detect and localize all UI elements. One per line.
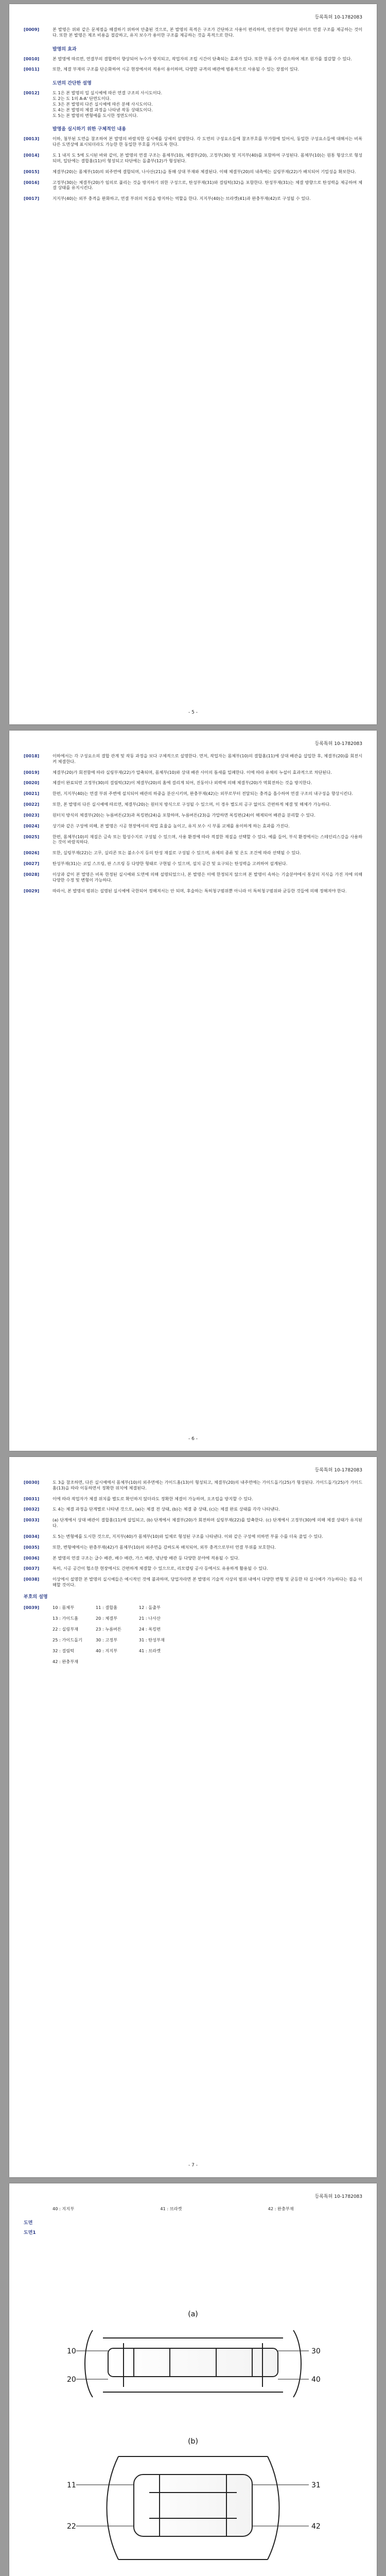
paragraph-number: [0038] bbox=[24, 1577, 40, 1582]
paragraph-text: 한편, 몸체부(10)의 재질은 금속 또는 합성수지로 구성될 수 있으며, 사용 환경에 따라 적절한 재질을 선택할 수 있다. 예를 들어, 부식 환경에서는 스테인리스강을 사용하는 것이 바람직하다. bbox=[52, 834, 362, 845]
paragraph bbox=[24, 861, 362, 867]
paragraph bbox=[24, 812, 362, 818]
paragraph-number: [0010] bbox=[24, 56, 40, 61]
section-heading: 발명을 실시하기 위한 구체적인 내용 bbox=[52, 127, 126, 132]
paragraph bbox=[24, 56, 362, 62]
paragraph-text: 도 1은 본 발명의 일 실시예에 따른 연결 구조의 사시도이다. 도 2는 도 1의 A-A' 단면도이다. 도 3은 본 발명의 다른 실시예에 따른 분해 사시도이다. 도 4는 본 발명의 체결 과정을 나타낸 작동 상태도이다. 도 5는 본 발명의 변형예를 도시한 정면도이다. bbox=[52, 90, 163, 118]
page-header: 등록특허 10-1782083 bbox=[314, 15, 362, 20]
reference-sign-item: 24 : 록킹편 bbox=[138, 1626, 161, 1632]
reference-sign-item: 12 : 돌출부 bbox=[138, 1604, 161, 1610]
svg-text:40: 40 bbox=[311, 2376, 321, 2384]
reference-sign-item bbox=[139, 1659, 169, 1665]
figure-1-top-assembly bbox=[85, 2330, 301, 2397]
paragraph-text: 이하에서는 각 구성요소의 결합 관계 및 작동 과정을 보다 구체적으로 설명한다. 먼저, 작업자는 몸체부(10)의 결합홈(11)에 상대 배관을 삽입한 후, 체결부(20)를 회전시켜 체결한다. bbox=[52, 753, 362, 764]
paragraph-text: 탄성부재(31)는 코일 스프링, 판 스프링 등 다양한 형태로 구현될 수 있으며, 설치 공간 및 요구되는 탄성력을 고려하여 설계된다. bbox=[52, 861, 288, 867]
page-content bbox=[24, 753, 362, 899]
page-content bbox=[24, 1480, 362, 1670]
svg-text:(a): (a) bbox=[188, 2310, 198, 2318]
page-number: - 7 - bbox=[188, 2163, 198, 2168]
paragraph-text: 체결이 완료되면 고정부(30)의 걸림턱(32)이 체결부(20)의 홈에 걸리게 되어, 진동이나 외력에 의해 체결부(20)가 역회전하는 것을 방지한다. bbox=[52, 780, 312, 786]
page-5 bbox=[9, 4, 377, 724]
paragraph-number: [0016] bbox=[24, 179, 40, 185]
paragraph bbox=[24, 66, 362, 72]
reference-sign-item bbox=[96, 1659, 126, 1665]
reference-sign-item: 40 : 지지부 bbox=[95, 1648, 118, 1653]
paragraph bbox=[24, 1517, 362, 1529]
paragraph-text: 본 발명의 연결 구조는 급수 배관, 배수 배관, 가스 배관, 냉난방 배관 등 다양한 분야에 적용될 수 있다. bbox=[52, 1555, 240, 1561]
paragraph-number: [0009] bbox=[24, 27, 40, 32]
page-8 bbox=[9, 2183, 377, 2576]
paragraph-text: 또한, 변형예에서는 완충부재(42)가 몸체부(10)의 외주면을 감싸도록 배치되어, 외부 충격으로부터 연결 부위를 보호한다. bbox=[52, 1544, 276, 1550]
reference-sign-item: 22 : 실링부재 bbox=[52, 1626, 79, 1632]
figure-1-drawing bbox=[46, 2271, 340, 2576]
reference-sign-item: 20 : 체결부 bbox=[95, 1615, 118, 1621]
paragraph bbox=[24, 834, 362, 845]
paragraph-text: 상기와 같은 구성에 의해, 본 발명은 시공 현장에서의 작업 효율을 높이고, 유지 보수 시 부품 교체를 용이하게 하는 효과를 가진다. bbox=[52, 823, 290, 828]
paragraph-number: [0024] bbox=[24, 823, 40, 828]
figure-label: 도면1 bbox=[24, 2230, 36, 2235]
reference-signs-heading: 부호의 설명 bbox=[24, 1594, 48, 1600]
paragraph bbox=[24, 169, 362, 175]
reference-signs-continued bbox=[52, 2206, 362, 2212]
paragraph-text: 이하, 첨부된 도면을 참조하여 본 발명의 바람직한 실시예를 상세히 설명한다. 각 도면의 구성요소들에 참조부호를 부가함에 있어서, 동일한 구성요소들에 대해서는 비록 다른 도면상에 표시되더라도 가능한 한 동일한 부호를 가지도록 한다. bbox=[52, 136, 362, 147]
paragraph-text: 이상에서 설명한 본 발명의 실시예들은 예시적인 것에 불과하며, 당업자라면 본 발명의 기술적 사상의 범위 내에서 다양한 변형 및 균등한 타 실시예가 가능하다는 점을 이해할 것이다. bbox=[52, 1577, 362, 1588]
page-header: 등록특허 10-1782083 bbox=[314, 741, 362, 747]
paragraph-text: 지지부(40)는 외부 충격을 완화하고, 연결 부위의 처짐을 방지하는 역할을 한다. 지지부(40)는 브라켓(41)과 완충부재(42)로 구성될 수 있다. bbox=[52, 196, 311, 201]
reference-sign-item: 32 : 걸림턱 bbox=[52, 1648, 75, 1653]
paragraph-number: [0019] bbox=[24, 769, 40, 775]
paragraph-text: 원터치 방식의 체결부(20)는 누름버튼(23)과 록킹편(24)을 포함하며, 누름버튼(23)을 가압하면 록킹편(24)이 해제되어 배관을 분리할 수 있다. bbox=[52, 812, 315, 818]
paragraph bbox=[24, 791, 362, 796]
paragraph bbox=[24, 1545, 362, 1550]
paragraph-number: [0031] bbox=[24, 1496, 40, 1501]
paragraph bbox=[24, 1496, 362, 1502]
svg-text:11: 11 bbox=[67, 2481, 76, 2489]
section-heading: 발명의 효과 bbox=[52, 46, 77, 52]
reference-sign-item: 21 : 나사산 bbox=[138, 1615, 161, 1621]
paragraph-text: 따라서, 본 발명의 범위는 설명된 실시예에 국한되어 정해져서는 안 되며, 후술하는 특허청구범위뿐 아니라 이 특허청구범위와 균등한 것들에 의해 정해져야 한다. bbox=[52, 888, 347, 893]
paragraph bbox=[24, 823, 362, 829]
paragraph-text: 도 4는 체결 과정을 단계별로 나타낸 것으로, (a)는 체결 전 상태, (b)는 체결 중 상태, (c)는 체결 완료 상태를 각각 나타낸다. bbox=[52, 1506, 280, 1512]
paragraph-number: [0022] bbox=[24, 802, 40, 807]
paragraph bbox=[24, 180, 362, 191]
reference-sign-item: 41 : 브라켓 bbox=[160, 2206, 182, 2211]
paragraph-text: 체결부(20)가 회전함에 따라 실링부재(22)가 압축되며, 몸체부(10)와 상대 배관 사이의 틈새를 밀폐한다. 이에 따라 유체의 누설이 효과적으로 차단된다. bbox=[52, 769, 332, 775]
paragraph-text: 고정부(30)는 체결부(20)가 임의로 풀리는 것을 방지하기 위한 구성으로, 탄성부재(31)와 걸림턱(32)을 포함한다. 탄성부재(31)는 체결 방향으로 탄성력을 제공하여 체결 상태를 유지시킨다. bbox=[52, 179, 362, 191]
page-content bbox=[24, 27, 362, 207]
figure-1-leaders bbox=[75, 2351, 311, 2576]
reference-sign-item: 23 : 누름버튼 bbox=[95, 1626, 121, 1632]
paragraph-number: [0039] bbox=[24, 1604, 40, 1610]
paragraph-number: [0036] bbox=[24, 1555, 40, 1561]
figure-1-middle-part bbox=[107, 2456, 279, 2560]
paragraph-number: [0028] bbox=[24, 871, 40, 877]
reference-sign-item: 42 : 완충부재 bbox=[52, 1658, 79, 1664]
paragraph-number: [0020] bbox=[24, 780, 40, 786]
reference-sign-item: 41 : 브라켓 bbox=[138, 1648, 161, 1653]
paragraph-text: 본 발명에 따르면, 연결부의 결합력이 향상되어 누수가 방지되고, 작업자의 조립 시간이 단축되는 효과가 있다. 또한 부품 수가 감소하여 제조 원가를 절감할 수 있다. bbox=[52, 56, 352, 61]
svg-text:30: 30 bbox=[311, 2347, 321, 2355]
paragraph-text: 체결부(20)는 몸체부(10)의 외주면에 결합되며, 나사산(21)을 통해 상대 부재와 체결된다. 이때 체결부(20)의 내측에는 실링부재(22)가 배치되어 기밀성을 확보한다. bbox=[52, 168, 356, 174]
page-number: - 6 - bbox=[188, 1436, 198, 1442]
paragraph-text: 도 1 내지 도 5에 도시된 바와 같이, 본 발명의 연결 구조는 몸체부(10), 체결부(20), 고정부(30) 및 지지부(40)를 포함하여 구성된다. 몸체부(10)는 원통 형상으로 형성되며, 일단에는 결합홈(11)이 형성되고 타단에는 돌출부(12)가 형성된다. bbox=[52, 152, 362, 163]
paragraph bbox=[24, 1506, 362, 1512]
paragraph bbox=[24, 1577, 362, 1588]
page-header: 등록특허 10-1782083 bbox=[314, 1468, 362, 1473]
reference-sign-item: 11 : 결합홈 bbox=[95, 1604, 118, 1610]
paragraph-text: 이상과 같이 본 발명은 비록 한정된 실시예와 도면에 의해 설명되었으나, 본 발명은 이에 한정되지 않으며 본 발명이 속하는 기술분야에서 통상의 지식을 가진 자에 의해 다양한 수정 및 변형이 가능하다. bbox=[52, 871, 362, 883]
paragraph-number: [0017] bbox=[24, 196, 40, 201]
paragraph-number: [0015] bbox=[24, 168, 40, 174]
paragraph bbox=[24, 1566, 362, 1571]
paragraph-text: 이에 따라 작업자가 체결 위치를 별도로 확인하지 않더라도 정확한 체결이 가능하며, 오조립을 방지할 수 있다. bbox=[52, 1496, 253, 1501]
section-heading: 도면의 간단한 설명 bbox=[52, 81, 92, 87]
paragraph-text: (a) 단계에서 상대 배관이 결합홈(11)에 삽입되고, (b) 단계에서 체결부(20)가 회전하며 실링부재(22)를 압축한다. (c) 단계에서 고정부(30)에 의해 체결 상태가 유지된다. bbox=[52, 1517, 362, 1529]
page-content bbox=[24, 2206, 362, 2235]
paragraph bbox=[24, 802, 362, 807]
paragraph-number: [0034] bbox=[24, 1533, 40, 1539]
page-number: - 5 - bbox=[188, 710, 198, 715]
svg-text:42: 42 bbox=[311, 2522, 321, 2531]
paragraph-number: [0023] bbox=[24, 812, 40, 818]
drawings-heading: 도면 bbox=[24, 2221, 33, 2226]
paragraph-number: [0029] bbox=[24, 888, 40, 893]
paragraph-number: [0032] bbox=[24, 1506, 40, 1512]
reference-sign-item: 25 : 가이드돌기 bbox=[52, 1637, 82, 1642]
page-7 bbox=[9, 1457, 377, 2177]
svg-text:10: 10 bbox=[67, 2347, 76, 2355]
reference-sign-item: 31 : 탄성부재 bbox=[138, 1637, 165, 1642]
paragraph bbox=[24, 152, 362, 164]
page-6 bbox=[9, 731, 377, 1451]
paragraph-text: 또한, 체결 부재의 구조를 단순화하여 시공 현장에서의 적용이 용이하며, 다양한 규격의 배관에 범용적으로 사용될 수 있는 장점이 있다. bbox=[52, 66, 300, 72]
paragraph bbox=[24, 872, 362, 883]
reference-sign-item: 10 : 몸체부 bbox=[52, 1604, 75, 1610]
paragraph-number: [0030] bbox=[24, 1480, 40, 1485]
paragraph bbox=[24, 136, 362, 147]
svg-text:(b): (b) bbox=[188, 2437, 198, 2446]
paragraph bbox=[24, 780, 362, 786]
paragraph-number: [0027] bbox=[24, 861, 40, 867]
reference-sign-item: 42 : 완충부재 bbox=[268, 2206, 294, 2211]
paragraph-number: [0026] bbox=[24, 850, 40, 856]
paragraph-text: 또한, 본 발명의 다른 실시예에 따르면, 체결부(20)는 원터치 방식으로 구성될 수 있으며, 이 경우 별도의 공구 없이도 간편하게 체결 및 해체가 가능하다. bbox=[52, 802, 331, 807]
reference-signs-grid bbox=[52, 1605, 169, 1665]
paragraph-number: [0025] bbox=[24, 834, 40, 839]
reference-sign-item: 40 : 지지부 bbox=[52, 2206, 75, 2211]
paragraph-number: [0037] bbox=[24, 1566, 40, 1571]
paragraph bbox=[24, 888, 362, 894]
paragraph bbox=[24, 1480, 362, 1491]
paragraph-number: [0014] bbox=[24, 152, 40, 158]
page-header: 등록특허 10-1782083 bbox=[314, 2194, 362, 2199]
paragraph bbox=[24, 27, 362, 38]
paragraph-text: 특히, 시공 공간이 협소한 현장에서도 간편하게 체결할 수 있으므로, 리모델링 공사 등에서도 유용하게 활용될 수 있다. bbox=[52, 1566, 268, 1571]
reference-signs-row bbox=[24, 1605, 362, 1665]
paragraph-text: 본 발명은 위와 같은 문제점을 해결하기 위하여 안출된 것으로, 본 발명의 목적은 구조가 간단하고 사용이 편리하며, 안전성이 향상된 파이프 연결 구조를 제공하는 것이다. 또한 본 발명은 제조 비용을 절감하고, 유지 보수가 용이한 구조를 제공하는 것을 목적으로 한다. bbox=[52, 27, 362, 38]
paragraph-text: 또한, 실링부재(22)는 고무, 실리콘 또는 불소수지 등의 탄성 재질로 구성될 수 있으며, 유체의 종류 및 온도 조건에 따라 선택될 수 있다. bbox=[52, 850, 301, 856]
paragraph bbox=[24, 850, 362, 856]
paragraph bbox=[24, 196, 362, 201]
paragraph-number: [0013] bbox=[24, 136, 40, 142]
paragraph-text: 도 3을 참조하면, 다른 실시예에서 몸체부(10)의 외주면에는 가이드홈(13)이 형성되고, 체결부(20)의 내주면에는 가이드돌기(25)가 형성된다. 가이드돌기(25)가 가이드홈(13)을 따라 이동하면서 정확한 위치에 체결된다. bbox=[52, 1480, 362, 1490]
svg-text:22: 22 bbox=[67, 2522, 76, 2531]
paragraph-number: [0021] bbox=[24, 791, 40, 796]
paragraph-number: [0033] bbox=[24, 1517, 40, 1523]
paragraph-number: [0012] bbox=[24, 90, 40, 96]
svg-text:31: 31 bbox=[311, 2481, 321, 2489]
reference-signs bbox=[24, 1605, 362, 1665]
paragraph bbox=[24, 90, 362, 118]
paragraph bbox=[24, 770, 362, 775]
paragraph-number: [0011] bbox=[24, 66, 40, 72]
paragraph bbox=[24, 1534, 362, 1539]
paragraph-text: 한편, 지지부(40)는 연결 부위 주변에 설치되어 배관의 하중을 분산시키며, 완충부재(42)는 외부로부터 전달되는 충격을 흡수하여 연결 구조의 내구성을 향상시킨다. bbox=[52, 791, 353, 796]
paragraph-text: 도 5는 변형예를 도시한 것으로, 지지부(40)가 몸체부(10)와 일체로 형성된 구조를 나타낸다. 이와 같은 구성에 의하면 부품 수를 더욱 줄일 수 있다. bbox=[52, 1533, 323, 1539]
paragraph bbox=[24, 1555, 362, 1561]
paragraph bbox=[24, 753, 362, 765]
paragraph-number: [0018] bbox=[24, 753, 40, 758]
svg-text:20: 20 bbox=[67, 2376, 76, 2384]
reference-sign-item: 30 : 고정부 bbox=[95, 1637, 118, 1642]
reference-sign-item: 13 : 가이드홈 bbox=[52, 1615, 79, 1621]
figure-1 bbox=[46, 2271, 340, 2576]
paragraph-number: [0035] bbox=[24, 1544, 40, 1550]
